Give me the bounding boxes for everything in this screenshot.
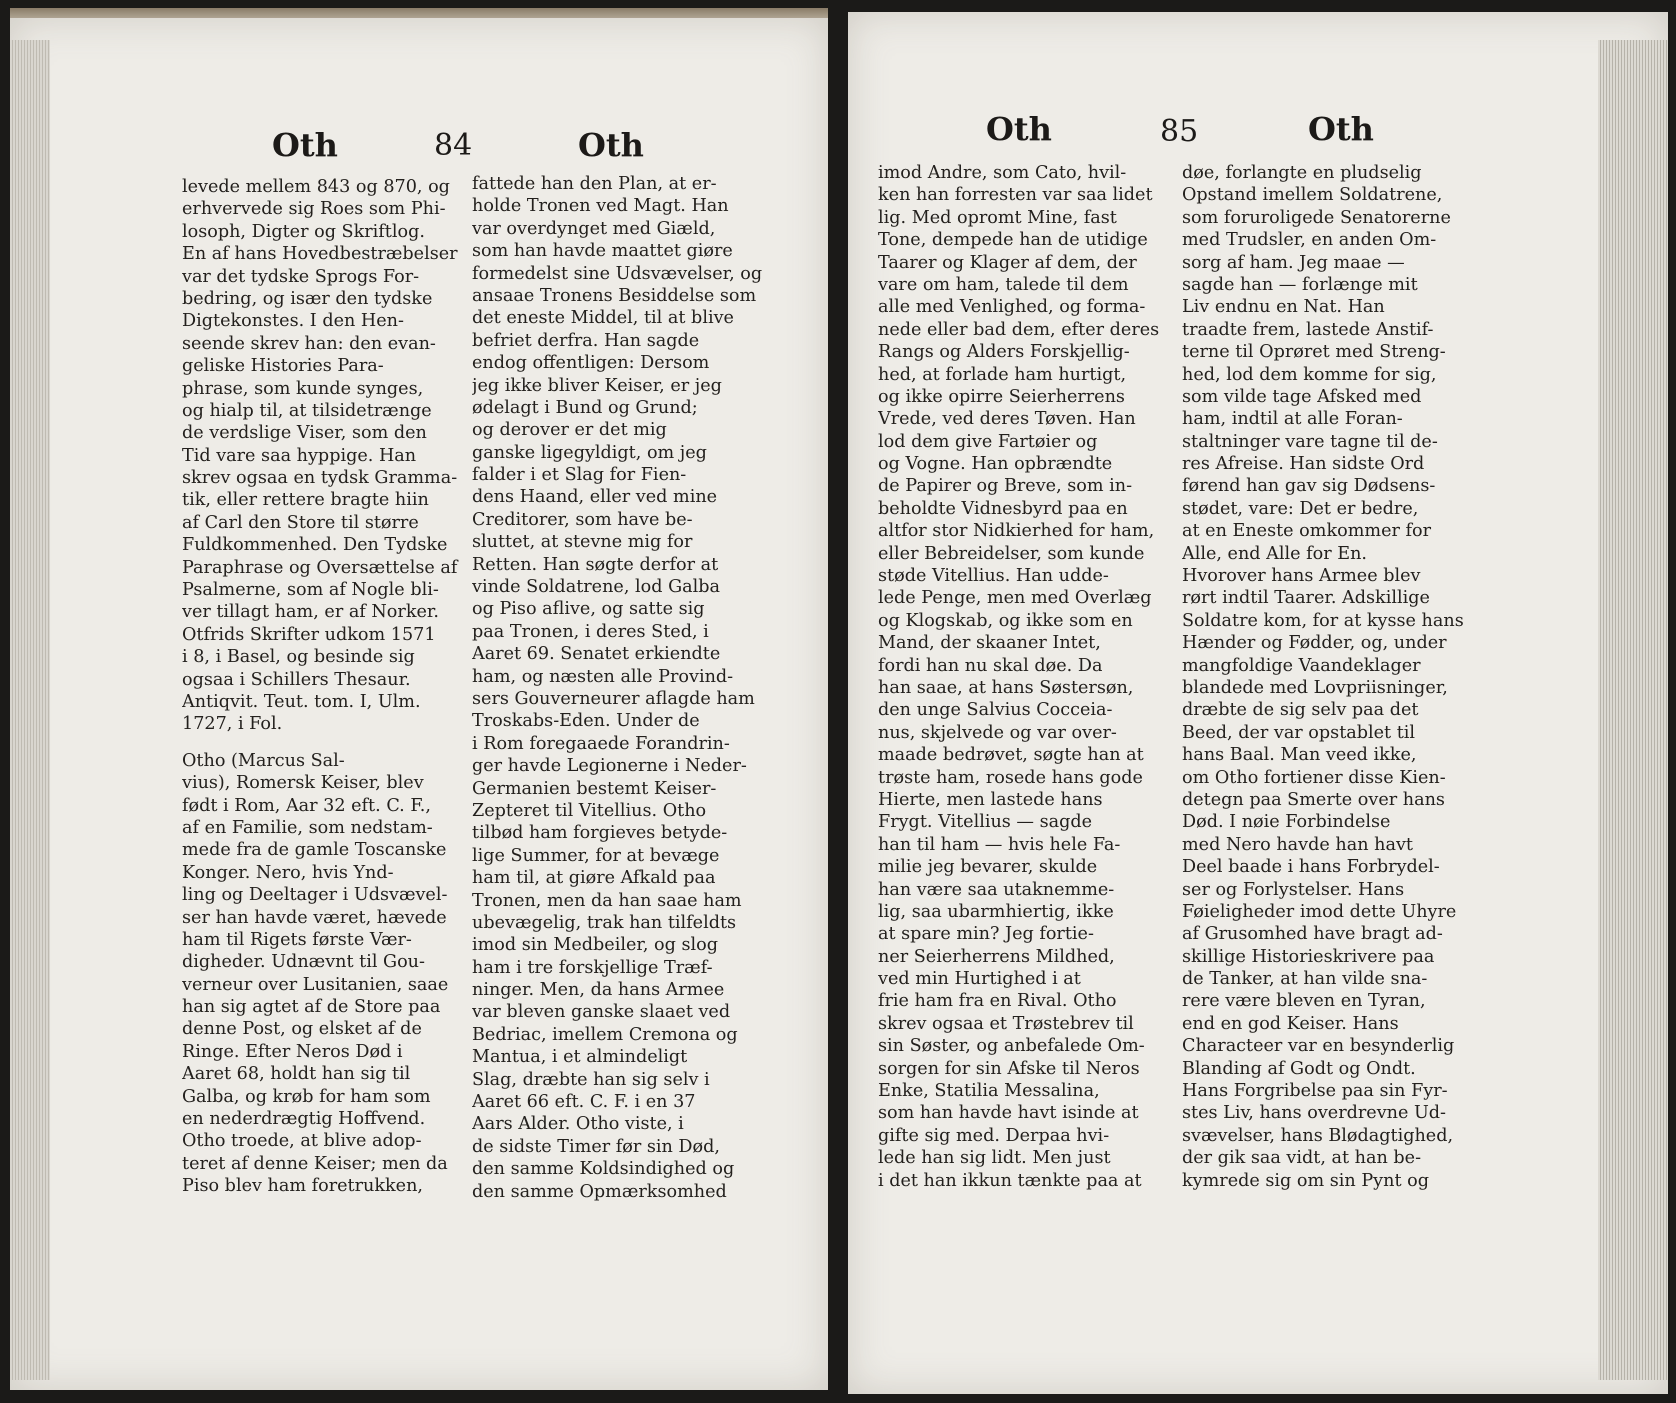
right-col2-line: Hans Forgribelse paa sin Fyr- <box>1182 1081 1448 1102</box>
left-col1-line: af en Familie, som nedstam- <box>182 817 433 838</box>
left-col2-line: Troskabs-Eden. Under de <box>472 711 700 732</box>
right-col1-line: Taarer og Klager af dem, der <box>878 252 1137 273</box>
right-col1-line: den unge Salvius Cocceia- <box>878 700 1113 721</box>
left-col2-line: Mantua, i et almindeligt <box>472 1047 688 1068</box>
left-col2-line: den samme Opmærksomhed <box>472 1181 727 1202</box>
left-col2-line: Slag, dræbte han sig selv i <box>472 1069 710 1090</box>
left-col1-line: og hialp til, at tilsidetrænge <box>182 400 432 421</box>
left-col1-line: Digtekonstes. I den Hen- <box>182 311 404 332</box>
left-col1-line: ling og Deeltager i Udsvævel- <box>182 885 448 906</box>
left-col1-line: mede fra de gamle Toscanske <box>182 840 447 861</box>
right-col2-line: om Otho fortiener disse Kien- <box>1182 767 1446 788</box>
right-col2-line: døe, forlangte en pludselig <box>1182 163 1422 183</box>
right-col1-line: sorgen for sin Afske til Neros <box>878 1058 1140 1079</box>
right-col1-line: og Klogskab, og ikke som en <box>878 610 1133 631</box>
left-col2-line: dens Haand, eller ved mine <box>472 487 718 508</box>
left-col2-line: ganske ligegyldigt, om jeg <box>472 442 707 463</box>
right-col2-line: med Nero havde han havt <box>1182 834 1413 855</box>
left-col1-line: digheder. Udnævnt til Gou- <box>182 952 425 973</box>
right-col2-line: staltninger vare tagne til de- <box>1182 431 1438 452</box>
left-col2-line: Germanien bestemt Keiser- <box>472 778 717 799</box>
right-col1-line: han til ham — hvis hele Fa- <box>878 834 1121 855</box>
left-col2-line: lige Summer, for at bevæge <box>472 845 720 866</box>
left-col2-line: Retten. Han søgte derfor at <box>472 554 719 575</box>
right-col1-line: eller Bebreidelser, som kunde <box>878 543 1145 564</box>
right-col2-line: kymrede sig om sin Pynt og <box>1182 1170 1429 1191</box>
left-col2-line: ham til, at giøre Afkald paa <box>472 868 716 889</box>
left-page-edges <box>10 40 50 1380</box>
left-col1-line: ser han havde været, hævede <box>182 907 447 928</box>
right-col2-line: ham, indtil at alle Foran- <box>1182 409 1403 430</box>
right-col2-line: rere være bleven en Tyran, <box>1182 991 1426 1012</box>
left-col1-line: Otfrids Skrifter udkom 1571 <box>182 624 436 645</box>
left-col1-line: Paraphrase og Oversættelse af <box>182 557 458 578</box>
right-col1-line: i det han ikkun tænkte paa at <box>878 1170 1142 1191</box>
left-col2-line: falder i et Slag for Fien- <box>472 465 687 486</box>
right-col1-line: maade bedrøvet, søgte han at <box>878 745 1144 766</box>
right-col1-line: frie ham fra en Rival. Otho <box>878 991 1117 1012</box>
right-col1-line: lede Penge, men med Overlæg <box>878 588 1152 609</box>
right-col1-line: altfor stor Nidkierhed for ham, <box>878 521 1155 542</box>
right-col1-line: Frygt. Vitellius — sagde <box>878 812 1093 833</box>
left-col1-line: Konger. Nero, hvis Ynd- <box>182 862 394 883</box>
left-col2-line: ødelagt i Bund og Grund; <box>472 397 698 418</box>
right-col2-line: som foruroligede Senatorerne <box>1182 207 1451 228</box>
left-col1-line: tik, eller rettere bragte hiin <box>182 490 429 511</box>
right-col1-line: nus, skjelvede og var over- <box>878 722 1117 743</box>
left-col2-line: de sidste Timer før sin Død, <box>472 1136 720 1157</box>
right-col1-line: som han havde havt isinde at <box>878 1103 1139 1124</box>
left-col2-line: jeg ikke bliver Keiser, er jeg <box>472 375 722 396</box>
right-col1-line: skrev ogsaa et Trøstebrev til <box>878 1013 1134 1034</box>
left-col1-line: losoph, Digter og Skriftlog. <box>182 221 425 242</box>
right-col1-line: ken han forresten var saa lidet <box>878 185 1153 206</box>
left-col2-line: ansaae Tronens Besiddelse som <box>472 285 757 306</box>
left-col2-line: paa Tronen, i deres Sted, i <box>472 621 709 642</box>
left-col1-line: Ringe. Efter Neros Død i <box>182 1041 403 1062</box>
left-col2-line: Aaret 66 eft. C. F. i en 37 <box>472 1092 696 1113</box>
left-col2-line: Bedriac, imellem Cremona og <box>472 1024 738 1045</box>
right-col1-line: de Papirer og Breve, som in- <box>878 476 1133 497</box>
left-col2-line: befriet derfra. Han sagde <box>472 330 700 351</box>
left-col1-line: Fuldkommenhed. Den Tydske <box>182 535 448 556</box>
right-col2-line: blandede med Lovpriisninger, <box>1182 677 1448 698</box>
right-col2-line: Beed, der var opstablet til <box>1182 722 1416 743</box>
left-col1-line: vius), Romersk Keiser, blev <box>182 773 424 794</box>
right-col1-line: fordi han nu skal døe. Da <box>878 655 1103 676</box>
right-col2-line: mangfoldige Vaandeklager <box>1182 655 1421 676</box>
left-col2-line: var overdynget med Giæld, <box>472 218 716 239</box>
right-col2-line: traadte frem, lastede Anstif- <box>1182 319 1434 340</box>
right-col2-line: sorg af ham. Jeg maae — <box>1182 252 1405 273</box>
left-col1-line: født i Rom, Aar 32 eft. C. F., <box>182 795 431 816</box>
right-col2-line: sagde han — forlænge mit <box>1182 274 1418 295</box>
right-col2-line: detegn paa Smerte over hans <box>1182 789 1445 810</box>
right-col2-line: Føieligheder imod dette Uhyre <box>1182 901 1457 922</box>
right-col2-line: med Trudsler, en anden Om- <box>1182 230 1437 251</box>
left-col1-line: Otho (Marcus Sal- <box>182 750 345 771</box>
left-col2-line: ger havde Legionerne i Neder- <box>472 756 747 777</box>
right-col1-line: lede han sig lidt. Men just <box>878 1148 1111 1169</box>
right-col2-line: Characteer var en besynderlig <box>1182 1036 1455 1057</box>
right-col1-line: gifte sig med. Derpaa hvi- <box>878 1125 1110 1146</box>
right-col2-line: Blanding af Godt og Ondt. <box>1182 1058 1416 1079</box>
left-col1-line: i 8, i Basel, og besinde sig <box>182 647 415 668</box>
left-col1-line: geliske Histories Para- <box>182 356 384 377</box>
right-col1-line: hed, at forlade ham hurtigt, <box>878 364 1127 385</box>
left-col2-line: sers Gouverneurer aflagde ham <box>472 688 755 709</box>
right-col1-line: lod dem give Fartøier og <box>878 431 1098 452</box>
right-col1-line: ner Seierherrens Mildhed, <box>878 946 1115 967</box>
left-col2-line: var bleven ganske slaaet ved <box>472 1002 731 1023</box>
left-col1-line: seende skrev han: den evan- <box>182 333 436 354</box>
left-col1-line: af Carl den Store til større <box>182 512 419 533</box>
right-col2-line: rørt indtil Taarer. Adskillige <box>1182 588 1430 609</box>
right-running-head-left: Oth <box>986 110 1052 148</box>
left-col1-line: en nederdrægtig Hoffvend. <box>182 1109 426 1130</box>
left-col2-line: sluttet, at stevne mig for <box>472 532 693 553</box>
left-col2-line: fattede han den Plan, at er- <box>472 174 717 194</box>
left-col2-line: ham i tre forskjellige Træf- <box>472 957 713 978</box>
left-col2-line: tilbød ham forgieves betyde- <box>472 823 728 844</box>
left-col1-line: ver tillagt ham, er af Norker. <box>182 602 439 623</box>
right-col2-line: der gik saa vidt, at han be- <box>1182 1148 1422 1169</box>
right-col2-line: terne til Oprøret med Streng- <box>1182 342 1446 363</box>
right-col2-line: de Tanker, at han vilde sna- <box>1182 969 1428 990</box>
right-col1-line: og Vogne. Han opbrændte <box>878 454 1113 475</box>
right-col2-line: som vilde tage Afsked med <box>1182 386 1422 407</box>
left-col2-line: ubevægelig, trak han tilfeldts <box>472 912 737 933</box>
right-col2-line: skillige Historieskrivere paa <box>1182 946 1435 967</box>
right-col2-line: hed, lod dem komme for sig, <box>1182 364 1437 385</box>
right-col1-line: han saae, at hans Søstersøn, <box>878 677 1134 698</box>
left-col2-line: vinde Soldatrene, lod Galba <box>472 577 721 598</box>
left-col2-line: og derover er det mig <box>472 420 667 441</box>
right-page <box>848 12 1668 1394</box>
right-page-edges <box>1598 40 1668 1380</box>
right-col1-line: han være saa utaknemme- <box>878 879 1115 900</box>
left-col2-line: endog offentligen: Dersom <box>472 353 710 374</box>
left-col2-line: ninger. Men, da hans Armee <box>472 980 725 1001</box>
right-page-number: 85 <box>1160 114 1199 149</box>
left-col1-line: 1727, i Fol. <box>182 714 283 735</box>
left-col1-line: ogsaa i Schillers Thesaur. <box>182 669 411 690</box>
right-col2-line: hans Baal. Man veed ikke, <box>1182 745 1417 766</box>
left-col1-line: erhvervede sig Roes som Phi- <box>182 199 446 220</box>
left-col1-line: Aaret 68, holdt han sig til <box>182 1064 411 1085</box>
right-col1-line: sin Søster, og anbefalede Om- <box>878 1036 1145 1057</box>
left-col2-line: holde Tronen ved Magt. Han <box>472 196 729 217</box>
right-col2-line: førend han gav sig Dødsens- <box>1182 476 1436 497</box>
left-col2-line: Zepteret til Vitellius. Otho <box>472 800 707 821</box>
left-col2-line: formedelst sine Udsvævelser, og <box>472 263 763 284</box>
left-col1-line: bedring, og især den tydske <box>182 288 433 309</box>
right-col2-line: Liv endnu en Nat. Han <box>1182 297 1385 318</box>
left-col2-line: Tronen, men da han saae ham <box>472 890 742 911</box>
left-col2-line: og Piso aflive, og satte sig <box>472 599 705 620</box>
right-col2-line: at en Eneste omkommer for <box>1182 521 1432 542</box>
right-col2-line: Deel baade i hans Forbrydel- <box>1182 857 1440 878</box>
left-col2-line: Aars Alder. Otho viste, i <box>472 1114 684 1135</box>
left-col2-line: Creditorer, som have be- <box>472 509 693 530</box>
left-col1-line: de verdslige Viser, som den <box>182 423 427 444</box>
left-col2-line: den samme Koldsindighed og <box>472 1159 735 1180</box>
right-col1-line: Tone, dempede han de utidige <box>878 230 1148 251</box>
right-col2-line: af Grusomhed have bragt ad- <box>1182 924 1443 945</box>
right-col1-line: og ikke opirre Seierherrens <box>878 386 1125 407</box>
right-col2-line: Alle, end Alle for En. <box>1182 543 1367 564</box>
left-col1-line: han sig agtet af de Store paa <box>182 997 441 1018</box>
right-col1-line: Rangs og Alders Forskjellig- <box>878 342 1130 363</box>
right-col2-line: Hvorover hans Armee blev <box>1182 566 1421 587</box>
left-page <box>10 18 828 1390</box>
right-col1-line: lig, saa ubarmhiertig, ikke <box>878 901 1114 922</box>
right-col1-line: at spare min? Jeg fortie- <box>878 924 1094 945</box>
right-col1-line: støde Vitellius. Han udde- <box>878 566 1109 587</box>
left-col2-line: Aaret 69. Senatet erkiendte <box>472 644 721 665</box>
left-col1-line: En af hans Hovedbestræbelser <box>182 244 458 265</box>
right-col1-line: Vrede, ved deres Tøven. Han <box>878 409 1136 430</box>
right-col1-line: lig. Med opromt Mine, fast <box>878 207 1117 228</box>
left-page-number: 84 <box>434 128 473 163</box>
left-col1-line: phrase, som kunde synges, <box>182 378 424 399</box>
left-col1-line: Galba, og krøb for ham som <box>182 1086 431 1107</box>
right-col2-line: res Afreise. Han sidste Ord <box>1182 454 1425 475</box>
left-page-column-2 <box>472 173 772 1233</box>
right-col1-line: milie jeg bevarer, skulde <box>878 857 1098 878</box>
right-col1-line: Hierte, men lastede hans <box>878 789 1103 810</box>
left-col2-line: imod sin Medbeiler, og slog <box>472 935 718 956</box>
right-page-column-1 <box>878 162 1168 1222</box>
left-col1-line: Psalmerne, som af Nogle bli- <box>182 580 439 601</box>
left-col1-line: denne Post, og elsket af de <box>182 1019 422 1040</box>
left-running-head-left: Oth <box>272 126 338 164</box>
left-col2-line: det eneste Middel, til at blive <box>472 308 734 329</box>
left-col1-line: Antiqvit. Teut. tom. I, Ulm. <box>182 691 421 712</box>
right-running-head-right: Oth <box>1308 110 1374 148</box>
right-col2-line: ser og Forlystelser. Hans <box>1182 879 1405 900</box>
right-col2-line: dræbte de sig selv paa det <box>1182 700 1419 721</box>
right-col1-line: alle med Venlighed, og forma- <box>878 297 1146 318</box>
right-col1-line: vare om ham, talede til dem <box>878 274 1129 295</box>
left-col1-line: Piso blev ham foretrukken, <box>182 1176 424 1197</box>
left-col1-line: var det tydske Sprogs For- <box>182 266 420 287</box>
left-col1-line: skrev ogsaa en tydsk Gramma- <box>182 468 458 489</box>
left-col1-line: teret af denne Keiser; men da <box>182 1153 448 1174</box>
left-col1-line: verneur over Lusitanien, saae <box>182 974 449 995</box>
left-col2-line: i Rom foregaaede Forandrin- <box>472 733 730 754</box>
right-page-column-2 <box>1182 162 1482 1222</box>
left-col1-line: levede mellem 843 og 870, og <box>182 177 450 197</box>
right-col1-line: imod Andre, som Cato, hvil- <box>878 163 1127 183</box>
left-col1-line: Tid vare saa hyppige. Han <box>182 445 417 466</box>
right-col1-line: trøste ham, rosede hans gode <box>878 767 1143 788</box>
left-running-head-right: Oth <box>578 126 644 164</box>
left-col2-line: ham, og næsten alle Provind- <box>472 666 734 687</box>
right-col1-line: Mand, der skaaner Intet, <box>878 633 1101 654</box>
right-col2-line: Opstand imellem Soldatrene, <box>1182 185 1443 206</box>
right-col2-line: stødet, vare: Det er bedre, <box>1182 498 1419 519</box>
left-page-column-1 <box>182 176 472 1236</box>
right-col2-line: stes Liv, hans overdrevne Ud- <box>1182 1103 1446 1124</box>
right-col1-line: beholdte Vidnesbyrd paa en <box>878 498 1128 519</box>
left-col1-line: ham til Rigets første Vær- <box>182 929 412 950</box>
right-col2-line: end en god Keiser. Hans <box>1182 1013 1399 1034</box>
right-col1-line: nede eller bad dem, efter deres <box>878 319 1160 340</box>
right-col2-line: svævelser, hans Blødagtighed, <box>1182 1125 1454 1146</box>
left-col2-line: som han havde maattet giøre <box>472 241 733 262</box>
left-col1-line <box>182 736 472 750</box>
right-col1-line: ved min Hurtighed i at <box>878 969 1081 990</box>
right-col2-line: Soldatre kom, for at kysse hans <box>1182 610 1464 631</box>
left-col1-line: Otho troede, at blive adop- <box>182 1131 422 1152</box>
right-col2-line: Hænder og Fødder, og, under <box>1182 633 1447 654</box>
right-col1-line: Enke, Statilia Messalina, <box>878 1081 1100 1102</box>
right-col2-line: Død. I nøie Forbindelse <box>1182 812 1391 833</box>
